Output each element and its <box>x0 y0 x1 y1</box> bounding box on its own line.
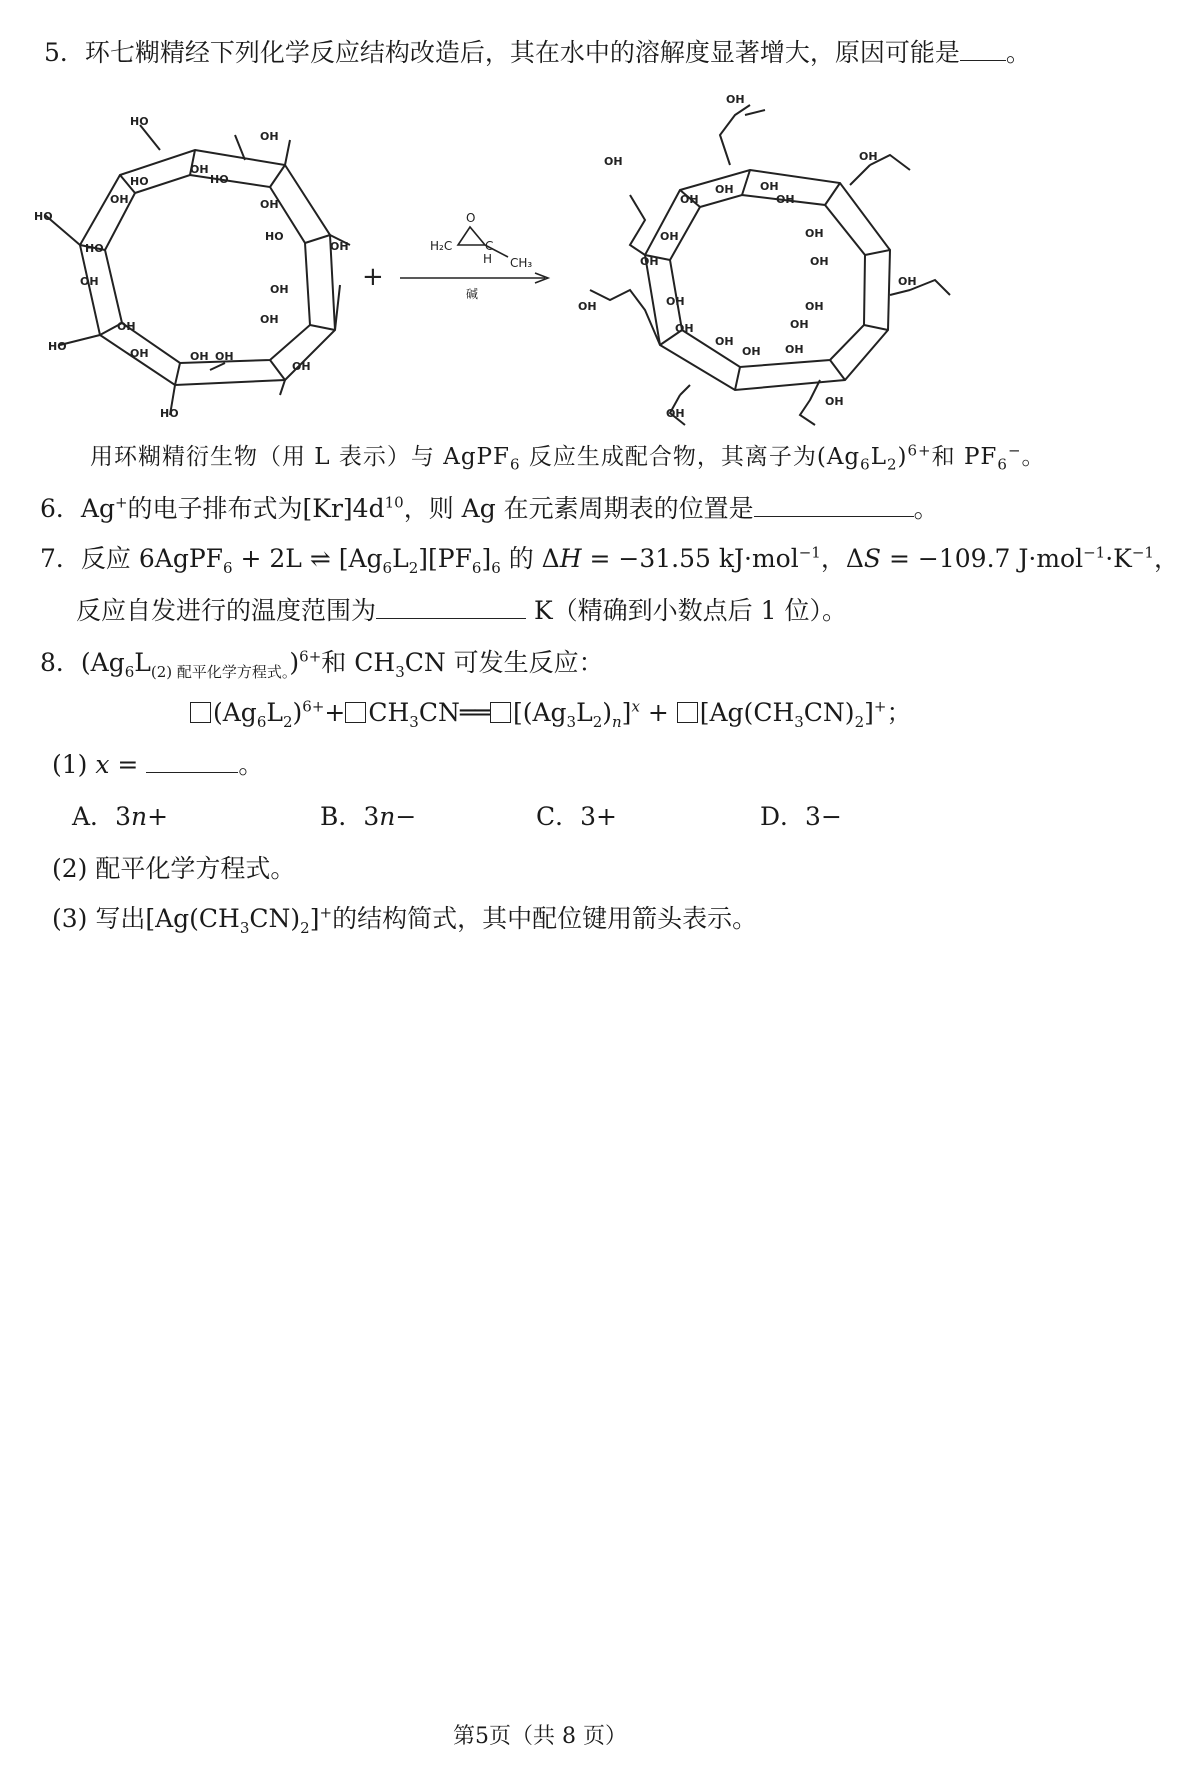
svg-text:HO: HO <box>48 340 67 353</box>
svg-text:HO: HO <box>160 407 179 420</box>
q5-number: 5． <box>44 38 85 67</box>
svg-text:OH: OH <box>776 193 795 206</box>
svg-text:OH: OH <box>260 130 279 143</box>
svg-text:HO: HO <box>130 175 149 188</box>
coefficient-box-4[interactable] <box>677 702 698 723</box>
reagent-H: H <box>483 252 493 266</box>
svg-text:OH: OH <box>260 198 279 211</box>
svg-text:OH: OH <box>726 93 745 106</box>
question-6: 6．Ag+的电子排布式为$[Kr]4d^{10}$，则 Ag 在元素周期表的位置是 。 <box>40 493 939 523</box>
svg-text:OH: OH <box>110 193 129 206</box>
q7-answer-blank[interactable] <box>376 598 526 619</box>
svg-text:OH: OH <box>825 395 844 408</box>
page-footer: 第5页（共 8 页） <box>453 1724 627 1749</box>
svg-text:OH: OH <box>810 255 829 268</box>
svg-text:OH: OH <box>859 150 878 163</box>
svg-text:OH: OH <box>805 300 824 313</box>
svg-text:HO: HO <box>265 230 284 243</box>
svg-text:HO: HO <box>34 210 53 223</box>
propylene-oxide-reagent <box>400 227 548 283</box>
sub1-answer-blank[interactable] <box>146 752 238 773</box>
svg-text:OH: OH <box>330 240 349 253</box>
svg-text:OH: OH <box>80 275 99 288</box>
svg-text:OH: OH <box>270 283 289 296</box>
svg-text:OH: OH <box>760 180 779 193</box>
question-7-line-2: 反应自发进行的温度范围为 K（精确到小数点后 1 位）。 <box>76 596 847 625</box>
svg-text:OH: OH <box>680 193 699 206</box>
reagent-CH3: CH₃ <box>510 256 533 270</box>
plus-sign: + <box>362 262 384 292</box>
svg-text:OH: OH <box>292 360 311 373</box>
coefficient-box-1[interactable] <box>190 702 211 723</box>
svg-text:OH: OH <box>742 345 761 358</box>
arrow-condition: 碱 <box>466 287 479 301</box>
option-c[interactable]: C．3+ <box>536 802 617 831</box>
option-a[interactable]: A．3n+ <box>72 802 169 831</box>
sub-question-3: (3) 写出$[Ag(CH_3CN)_2]^+$的结构简式，其中配位键用箭头表示。 <box>52 903 758 937</box>
svg-text:OH: OH <box>190 163 209 176</box>
svg-text:OH: OH <box>898 275 917 288</box>
svg-text:OH: OH <box>666 295 685 308</box>
figure-caption: 用环糊精衍生物（用 L 表示）与 AgPF$_6$ 反应生成配合物，其离子为$(Ag_6L_2)^{6+}$和 $PF_6^-$。 <box>90 441 1046 474</box>
svg-text:OH: OH <box>805 227 824 240</box>
svg-text:OH: OH <box>785 343 804 356</box>
reagent-C: C <box>485 239 494 253</box>
q5-text: 环七糊精经下列化学反应结构改造后，其在水中的溶解度显著增大，原因可能是 <box>84 38 960 67</box>
svg-text:OH: OH <box>660 230 679 243</box>
svg-text:OH: OH <box>604 155 623 168</box>
option-b[interactable]: B．3n− <box>320 802 417 831</box>
svg-text:HO: HO <box>210 173 229 186</box>
svg-text:OH: OH <box>130 347 149 360</box>
q6-answer-blank[interactable] <box>754 496 914 517</box>
q5-answer-blank[interactable] <box>960 40 1006 61</box>
svg-text:OH: OH <box>790 318 809 331</box>
question-7: 7．反应 6AgPF$_6$ + 2L ⇌ $[Ag_6L_2][PF_6]_6$ 的 ΔH = −31.55 kJ·mol$^{-1}$，ΔS = −109.7 $J\cdot mol^{-1}\cdot K^{-1}$， <box>40 543 1179 577</box>
svg-text:HO: HO <box>85 242 104 255</box>
sub-question-2: (2) 配平化学方程式。 <box>52 854 296 883</box>
svg-text:OH: OH <box>715 183 734 196</box>
svg-text:HO: HO <box>130 115 149 128</box>
svg-text:OH: OH <box>190 350 209 363</box>
svg-text:OH: OH <box>675 322 694 335</box>
svg-text:OH: OH <box>578 300 597 313</box>
reaction-equation: $(Ag_6L_2)^{6+}+$ $CH_3CN══$ $[(Ag_3L_2)_n]^x + [Ag(CH_3CN)_2]^+$； <box>190 696 911 730</box>
question-5: 5．环七糊精经下列化学反应结构改造后，其在水中的溶解度显著增大，原因可能是 。 <box>44 38 1031 67</box>
coefficient-box-3[interactable] <box>490 702 511 723</box>
svg-text:OH: OH <box>260 313 279 326</box>
svg-text:OH: OH <box>640 255 659 268</box>
cyclodextrin-figure <box>30 95 1040 430</box>
sub-question-1: (1) x = 。 <box>52 750 264 779</box>
coefficient-box-2[interactable] <box>345 702 366 723</box>
svg-text:OH: OH <box>715 335 734 348</box>
reagent-H2C: H₂C <box>430 239 453 253</box>
question-8: 8．$(Ag_6L_{(2) 配平化学方程式。})^{6+}$和 $CH_3CN$ 可发生反应： <box>40 647 604 681</box>
svg-text:OH: OH <box>666 407 685 420</box>
option-d[interactable]: D．3− <box>760 802 842 831</box>
svg-text:OH: OH <box>117 320 136 333</box>
svg-text:OH: OH <box>215 350 234 363</box>
reagent-O: O <box>466 211 476 225</box>
